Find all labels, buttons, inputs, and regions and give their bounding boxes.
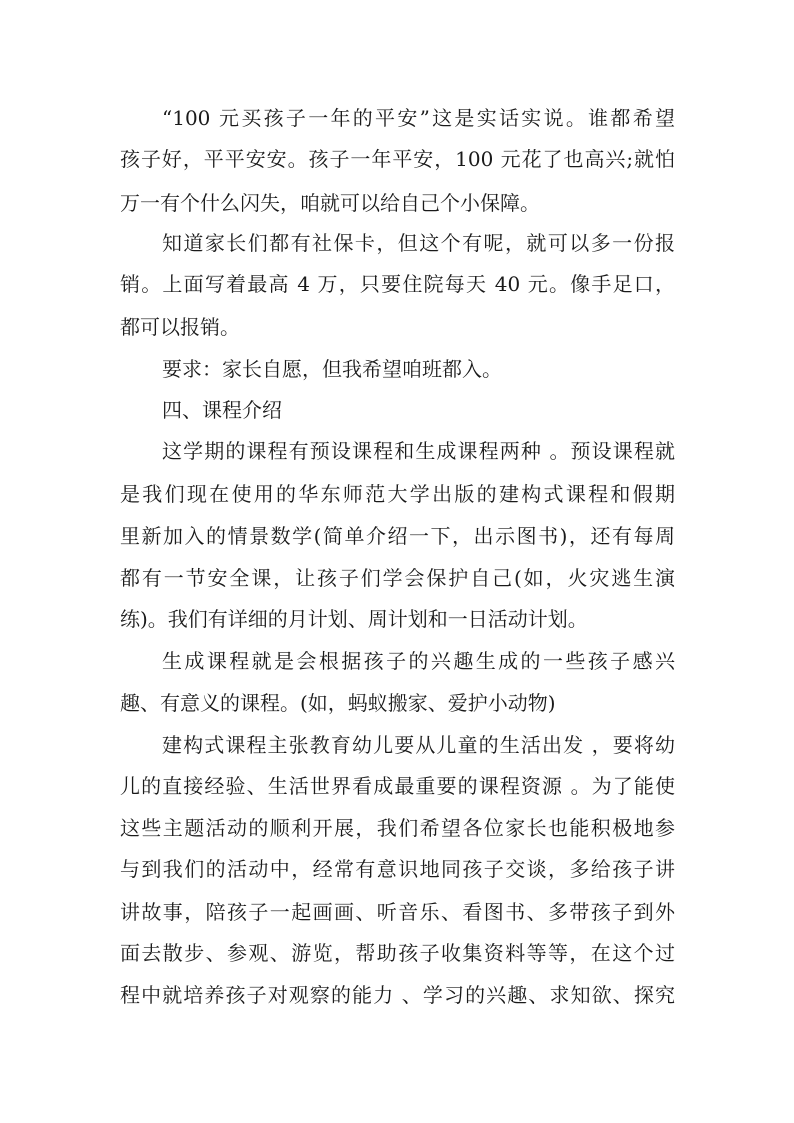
paragraph-2-line-3: 都可以报销。: [120, 315, 240, 339]
paragraph-4-line-1: 这学期的课程有预设课程和生成课程两种 。预设课程就: [162, 439, 675, 463]
paragraph-5-line-1: 生成课程就是会根据孩子的兴趣生成的一些孩子感兴: [162, 649, 675, 673]
paragraph-1-line-1: “100 元买孩子一年的平安”这是实话实说。谁都希望: [162, 106, 675, 130]
paragraph-6-line-2: 儿的直接经验、生活世界看成最重要的课程资源 。为了能使: [120, 774, 675, 798]
paragraph-4-line-5: 练)。我们有详细的月计划、周计划和一日活动计划。: [120, 607, 588, 631]
paragraph-5-line-2: 趣、有意义的课程。(如，蚂蚁搬家、爱护小动物): [120, 691, 556, 715]
paragraph-4-line-3: 里新加入的情景数学(简单介绍一下，出示图书)，还有每周: [120, 524, 675, 548]
paragraph-2-line-2: 销。上面写着最高 4 万，只要住院每天 40 元。像手足口，: [120, 272, 675, 296]
paragraph-2-line-1: 知道家长们都有社保卡，但这个有呢，就可以多一份报: [162, 231, 675, 255]
section-heading: 四、课程介绍: [162, 398, 282, 422]
paragraph-6-line-1: 建构式课程主张教育幼儿要从儿童的生活出发 ，要将幼: [162, 733, 675, 757]
paragraph-6-line-3: 这些主题活动的顺利开展，我们希望各位家长也能积极地参: [120, 816, 675, 840]
paragraph-6-line-5: 讲故事，陪孩子一起画画、听音乐、看图书、多带孩子到外: [120, 900, 675, 924]
paragraph-3-line-1: 要求：家长自愿，但我希望咱班都入。: [162, 357, 502, 381]
paragraph-6-line-4: 与到我们的活动中，经常有意识地同孩子交谈，多给孩子讲: [120, 857, 675, 881]
paragraph-1-line-3: 万一有个什么闪失，咱就可以给自己个小保障。: [120, 191, 540, 215]
paragraph-1-line-2: 孩子好，平平安安。孩子一年平安，100 元花了也高兴;就怕: [120, 147, 675, 171]
paragraph-6-line-6: 面去散步、参观、游览，帮助孩子收集资料等等，在这个过: [120, 941, 675, 965]
paragraph-6-line-7: 程中就培养孩子对观察的能力 、学习的兴趣、求知欲、探究: [120, 983, 675, 1007]
paragraph-4-line-4: 都有一节安全课，让孩子们学会保护自己(如，火灾逃生演: [120, 566, 675, 590]
paragraph-4-line-2: 是我们现在使用的华东师范大学出版的建构式课程和假期: [120, 482, 675, 506]
